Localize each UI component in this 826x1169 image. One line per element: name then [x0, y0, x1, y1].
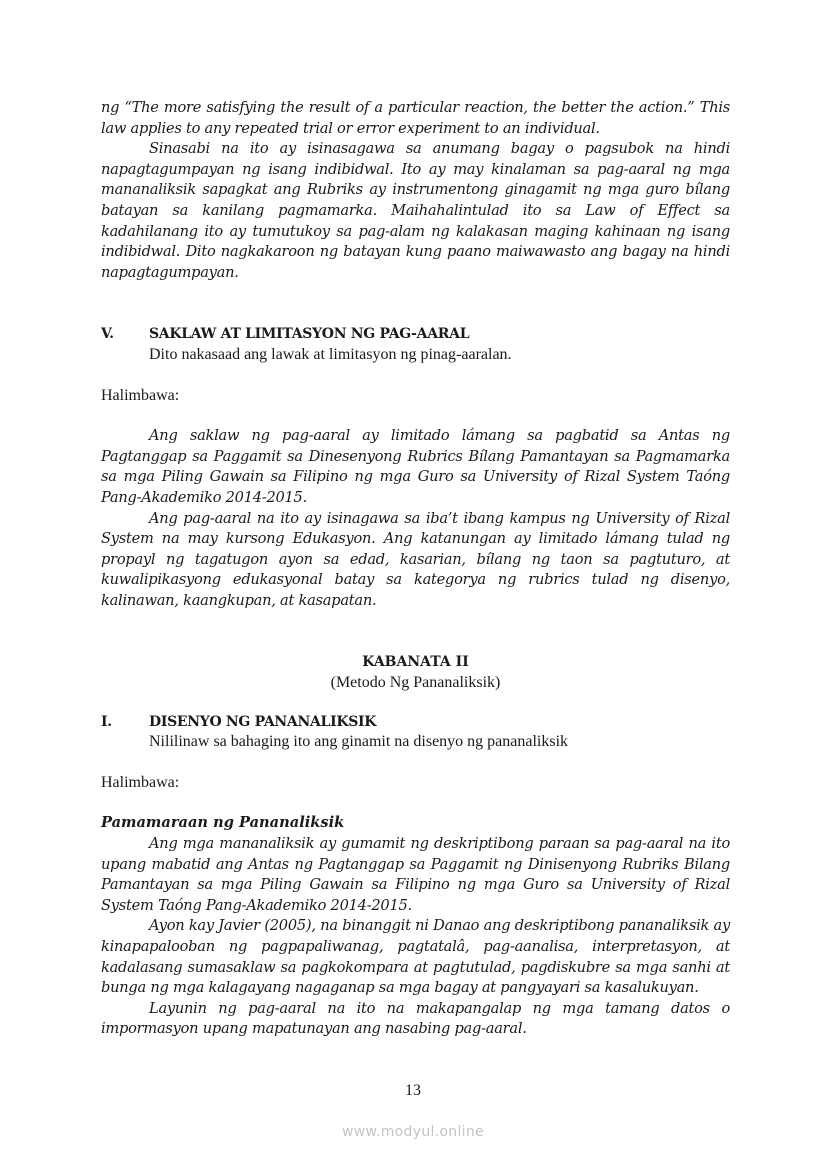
section-v-title: SAKLAW AT LIMITASYON NG PAG-AARAL	[149, 326, 470, 343]
section-v-description: Dito nakasaad ang lawak at limitasyon ng pinag-aaralan.	[149, 345, 512, 363]
section-v-paragraph-2: Ang pag-aaral na ito ay isinagawa sa iba’t ibang kampus ng University of Rizal System na may kursong Edukasyon. Ang katanungan ay limitado lámang tulad ng propayl ng tagatugon ayon sa edad, kasarian, bílang ng taon sa pagtuturo, at kuwalipikasyong edukasyonal batay sa kategorya ng rubrics tulad ng disenyo, kalinawan, kaangkupan, at kasapatan.	[101, 509, 730, 609]
section-v-example-label: Halimbawa:	[101, 386, 180, 404]
section-i-heading	[101, 712, 730, 733]
section-v-heading	[101, 324, 730, 345]
intro-paragraph-2: Sinasabi na ito ay isinasagawa sa anumang bagay o pagsubok na hindi napagtagumpayan ng isang indibidwal. Ito ay may kinalaman sa pag-aaral ng mga mananaliksik sapagkat ang Rubriks ay instrumentong ginagamit ng mga guro bílang batayan sa kanilang pagmamarka. Maihahalintulad ito sa Law of Effect sa kadahilanang ito ay tumutukoy sa pag-alam ng kalakasan maging kahinaan ng isang indibidwal. Dito nagkakaroon ng batayan kung paano maiwawasto ang bagay na hindi napagtagumpayan.	[101, 140, 730, 281]
section-i-paragraph-1: Ang mga mananaliksik ay gumamit ng deskriptibong paraan sa pag-aaral na ito upang mabatid ang Antas ng Pagtanggap sa Paggamit ng Dinisenyong Rubriks Bilang Pamantayan sa mga Piling Gawain sa Filipino ng mga Guro sa University of Rizal System Taóng Pang-Akademiko 2014-2015.	[101, 835, 730, 914]
chapter-subtitle: (Metodo Ng Pananaliksik)	[330, 674, 501, 692]
section-i-subheading: Pamamaraan ng Pananaliksik	[101, 814, 345, 832]
page-number: 13	[405, 1082, 421, 1099]
intro-paragraph-1: ng “The more satisfying the result of a particular reaction, the better the action.” This law applies to any repeated trial or error experiment to an individual.	[101, 99, 730, 137]
section-i-title: DISENYO NG PANANALIKSIK	[149, 713, 377, 730]
page-content	[101, 98, 730, 1040]
watermark-link[interactable]: www.modyul.online	[342, 1124, 484, 1140]
section-i-description: Nililinaw sa bahaging ito ang ginamit na disenyo ng pananaliksik	[149, 733, 569, 751]
chapter-title: KABANATA II	[362, 654, 469, 671]
section-i-number: I.	[101, 713, 112, 730]
section-i-paragraph-3: Layunin ng pag-aaral na ito na makapangalap ng mga tamang datos o impormasyon upang mapatunayan ang nasabing pag-aaral.	[101, 999, 730, 1038]
section-v-paragraph-1: Ang saklaw ng pag-aaral ay limitado lámang sa pagbatid sa Antas ng Pagtanggap sa Paggamit sa Dinesenyong Rubrics Bílang Pamantayan sa Pagmamarka sa mga Piling Gawain sa Filipino ng mga Guro sa University of Rizal System Taóng Pang-Akademiko 2014-2015.	[101, 427, 730, 506]
section-i-paragraph-2: Ayon kay Javier (2005), na binanggit ni Danao ang deskriptibong pananaliksik ay kinapapalooban ng pagpapaliwanag, pagtatalâ, pag-aanalisa, interpretasyon, at kadalasang sumasaklaw sa pagkokompara at pagtutulad, pagdiskubre sa mga sanhi at bunga ng mga kalagayang nagaganap sa mga bagay at pangyayari sa kasalukuyan.	[101, 917, 730, 997]
section-i-example-label: Halimbawa:	[101, 773, 180, 791]
section-v-number: V.	[101, 326, 114, 343]
